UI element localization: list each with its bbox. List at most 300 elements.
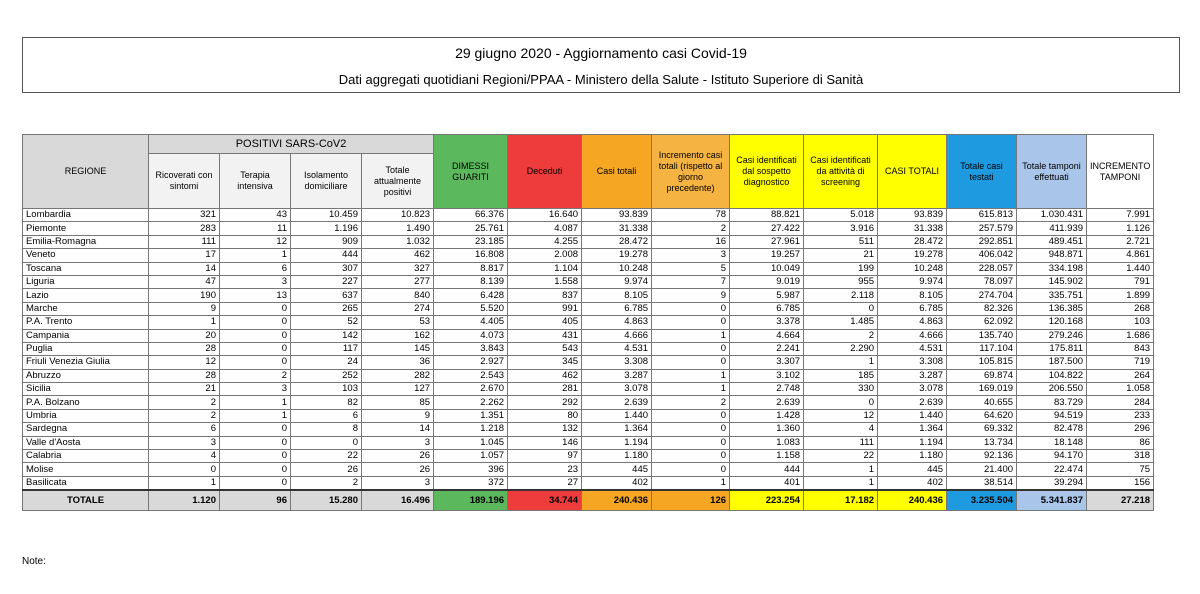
table-cell: 1.490 <box>362 222 434 235</box>
table-cell: 1.440 <box>1087 262 1154 275</box>
col-header-isolamento: Isolamento domiciliare <box>291 154 362 209</box>
col-header-incremento-tamponi: INCREMENTO TAMPONI <box>1087 135 1154 209</box>
table-row <box>23 342 1154 355</box>
table-cell: 4.666 <box>582 329 652 342</box>
table-cell: 5 <box>652 262 730 275</box>
table-cell: 719 <box>1087 356 1154 369</box>
table-cell: 12 <box>149 356 220 369</box>
table-cell: 16.640 <box>508 209 582 222</box>
table-cell: 6 <box>149 423 220 436</box>
col-header-testati: Totale casi testati <box>947 135 1017 209</box>
table-cell: 2.639 <box>582 396 652 409</box>
table-cell: 0 <box>652 423 730 436</box>
table-cell: 7 <box>652 275 730 288</box>
table-cell: 93.839 <box>582 209 652 222</box>
table-cell: 7.991 <box>1087 209 1154 222</box>
table-cell: 402 <box>878 476 947 490</box>
covid-data-table <box>22 134 1154 511</box>
total-cell: 189.196 <box>434 490 508 511</box>
table-row <box>23 463 1154 476</box>
table-cell: 0 <box>652 316 730 329</box>
title-box <box>22 37 1180 93</box>
table-cell: 1 <box>804 463 878 476</box>
table-cell: 2.721 <box>1087 235 1154 248</box>
table-cell: 307 <box>291 262 362 275</box>
table-cell: 10.459 <box>291 209 362 222</box>
table-cell: 843 <box>1087 342 1154 355</box>
table-cell: 292 <box>508 396 582 409</box>
table-cell: 462 <box>508 369 582 382</box>
table-cell: 277 <box>362 275 434 288</box>
table-cell: 20 <box>149 329 220 342</box>
table-cell: 6.785 <box>582 302 652 315</box>
table-cell: 8.105 <box>878 289 947 302</box>
table-row <box>23 476 1154 490</box>
table-cell: 6 <box>291 409 362 422</box>
table-cell: 3 <box>220 275 291 288</box>
table-cell: 127 <box>362 383 434 396</box>
table-cell: 274.704 <box>947 289 1017 302</box>
table-cell: 1 <box>220 249 291 262</box>
table-cell: 10.823 <box>362 209 434 222</box>
table-cell: 543 <box>508 342 582 355</box>
table-cell: 69.874 <box>947 369 1017 382</box>
table-cell: 5.987 <box>730 289 804 302</box>
table-cell: 1.180 <box>878 450 947 463</box>
table-cell: 3.102 <box>730 369 804 382</box>
table-cell: 3.378 <box>730 316 804 329</box>
table-cell: 264 <box>1087 369 1154 382</box>
table-cell: 0 <box>220 356 291 369</box>
table-cell: 47 <box>149 275 220 288</box>
table-cell: 265 <box>291 302 362 315</box>
table-cell: 52 <box>291 316 362 329</box>
table-cell: 2.748 <box>730 383 804 396</box>
table-cell: 94.170 <box>1017 450 1087 463</box>
table-cell: 0 <box>220 450 291 463</box>
table-cell: 4.531 <box>878 342 947 355</box>
table-cell: 62.092 <box>947 316 1017 329</box>
col-header-dimessi: DIMESSI GUARITI <box>434 135 508 209</box>
table-cell: 16 <box>652 235 730 248</box>
table-cell: 39.294 <box>1017 476 1087 490</box>
region-name: Veneto <box>23 249 149 262</box>
table-row <box>23 329 1154 342</box>
table-cell: 4 <box>804 423 878 436</box>
table-cell: 1.485 <box>804 316 878 329</box>
table-cell: 10.049 <box>730 262 804 275</box>
table-row <box>23 235 1154 248</box>
table-cell: 2.008 <box>508 249 582 262</box>
region-name: Friuli Venezia Giulia <box>23 356 149 369</box>
table-cell: 0 <box>220 302 291 315</box>
table-cell: 296 <box>1087 423 1154 436</box>
table-cell: 0 <box>652 436 730 449</box>
table-cell: 111 <box>149 235 220 248</box>
table-cell: 2.670 <box>434 383 508 396</box>
table-cell: 991 <box>508 302 582 315</box>
table-cell: 83.729 <box>1017 396 1087 409</box>
region-name: P.A. Bolzano <box>23 396 149 409</box>
table-cell: 26 <box>362 463 434 476</box>
table-cell: 142 <box>291 329 362 342</box>
table-cell: 445 <box>878 463 947 476</box>
table-cell: 411.939 <box>1017 222 1087 235</box>
table-cell: 511 <box>804 235 878 248</box>
table-cell: 1.899 <box>1087 289 1154 302</box>
total-cell: 240.436 <box>878 490 947 511</box>
table-cell: 135.740 <box>947 329 1017 342</box>
table-cell: 2 <box>149 409 220 422</box>
table-cell: 462 <box>362 249 434 262</box>
table-cell: 206.550 <box>1017 383 1087 396</box>
table-cell: 372 <box>434 476 508 490</box>
region-name: Molise <box>23 463 149 476</box>
table-cell: 0 <box>652 342 730 355</box>
table-cell: 396 <box>434 463 508 476</box>
table-cell: 489.451 <box>1017 235 1087 248</box>
table-cell: 78 <box>652 209 730 222</box>
table-cell: 284 <box>1087 396 1154 409</box>
table-cell: 88.821 <box>730 209 804 222</box>
table-cell: 3.078 <box>582 383 652 396</box>
table-cell: 23 <box>508 463 582 476</box>
table-cell: 82 <box>291 396 362 409</box>
table-cell: 9 <box>652 289 730 302</box>
table-cell: 9 <box>149 302 220 315</box>
table-cell: 31.338 <box>582 222 652 235</box>
table-cell: 111 <box>804 436 878 449</box>
table-cell: 28.472 <box>582 235 652 248</box>
table-row <box>23 209 1154 222</box>
table-cell: 27.961 <box>730 235 804 248</box>
region-name: Liguria <box>23 275 149 288</box>
table-cell: 2.639 <box>730 396 804 409</box>
table-cell: 10.248 <box>582 262 652 275</box>
table-cell: 1.083 <box>730 436 804 449</box>
table-cell: 105.815 <box>947 356 1017 369</box>
region-name: Piemonte <box>23 222 149 235</box>
table-cell: 1.196 <box>291 222 362 235</box>
table-cell: 3 <box>220 383 291 396</box>
table-cell: 1.686 <box>1087 329 1154 342</box>
table-cell: 321 <box>149 209 220 222</box>
region-name: Puglia <box>23 342 149 355</box>
table-cell: 0 <box>220 329 291 342</box>
table-cell: 1.045 <box>434 436 508 449</box>
region-name: Marche <box>23 302 149 315</box>
table-cell: 23.185 <box>434 235 508 248</box>
table-cell: 2.290 <box>804 342 878 355</box>
table-cell: 345 <box>508 356 582 369</box>
table-cell: 283 <box>149 222 220 235</box>
table-cell: 22.474 <box>1017 463 1087 476</box>
table-cell: 4.531 <box>582 342 652 355</box>
table-cell: 9 <box>362 409 434 422</box>
table-cell: 2 <box>220 369 291 382</box>
table-cell: 103 <box>291 383 362 396</box>
table-row <box>23 369 1154 382</box>
table-cell: 145 <box>362 342 434 355</box>
table-cell: 3 <box>149 436 220 449</box>
table-cell: 4 <box>149 450 220 463</box>
table-cell: 86 <box>1087 436 1154 449</box>
table-cell: 2 <box>291 476 362 490</box>
total-cell: 3.235.504 <box>947 490 1017 511</box>
table-cell: 274 <box>362 302 434 315</box>
table-cell: 402 <box>582 476 652 490</box>
total-cell: 15.280 <box>291 490 362 511</box>
table-cell: 279.246 <box>1017 329 1087 342</box>
total-cell: 96 <box>220 490 291 511</box>
table-cell: 169.019 <box>947 383 1017 396</box>
table-cell: 4.073 <box>434 329 508 342</box>
table-cell: 431 <box>508 329 582 342</box>
table-cell: 0 <box>220 342 291 355</box>
col-header-incremento-casi: Incremento casi totali (rispetto al giorno precedente) <box>652 135 730 209</box>
table-cell: 2.543 <box>434 369 508 382</box>
table-cell: 6.785 <box>730 302 804 315</box>
table-cell: 1.104 <box>508 262 582 275</box>
table-row <box>23 275 1154 288</box>
table-cell: 1.351 <box>434 409 508 422</box>
table-cell: 0 <box>652 463 730 476</box>
table-cell: 0 <box>220 316 291 329</box>
table-row <box>23 289 1154 302</box>
table-cell: 335.751 <box>1017 289 1087 302</box>
table-cell: 11 <box>220 222 291 235</box>
total-cell: 34.744 <box>508 490 582 511</box>
table-cell: 1.126 <box>1087 222 1154 235</box>
table-cell: 330 <box>804 383 878 396</box>
table-cell: 4.666 <box>878 329 947 342</box>
table-cell: 1.158 <box>730 450 804 463</box>
region-name: Basilicata <box>23 476 149 490</box>
table-cell: 3.078 <box>878 383 947 396</box>
table-cell: 281 <box>508 383 582 396</box>
total-cell: 16.496 <box>362 490 434 511</box>
table-cell: 401 <box>730 476 804 490</box>
table-cell: 3.308 <box>582 356 652 369</box>
table-cell: 2.118 <box>804 289 878 302</box>
table-row <box>23 396 1154 409</box>
col-header-sospetto: Casi identificati dal sospetto diagnostico <box>730 135 804 209</box>
table-cell: 0 <box>652 302 730 315</box>
table-cell: 0 <box>652 450 730 463</box>
table-cell: 1.194 <box>878 436 947 449</box>
table-cell: 1 <box>652 369 730 382</box>
table-cell: 3.287 <box>582 369 652 382</box>
table-cell: 1.360 <box>730 423 804 436</box>
table-cell: 909 <box>291 235 362 248</box>
table-cell: 117.104 <box>947 342 1017 355</box>
table-cell: 1.364 <box>878 423 947 436</box>
table-cell: 1.364 <box>582 423 652 436</box>
table-cell: 12 <box>220 235 291 248</box>
table-cell: 21 <box>149 383 220 396</box>
table-row <box>23 450 1154 463</box>
table-row <box>23 436 1154 449</box>
col-header-tamponi: Totale tamponi effettuati <box>1017 135 1087 209</box>
table-cell: 0 <box>220 423 291 436</box>
table-cell: 199 <box>804 262 878 275</box>
col-header-terapia: Terapia intensiva <box>220 154 291 209</box>
table-cell: 190 <box>149 289 220 302</box>
table-cell: 840 <box>362 289 434 302</box>
region-name: Campania <box>23 329 149 342</box>
table-cell: 19.278 <box>582 249 652 262</box>
table-cell: 334.198 <box>1017 262 1087 275</box>
table-row <box>23 302 1154 315</box>
table-cell: 1.558 <box>508 275 582 288</box>
table-cell: 4.255 <box>508 235 582 248</box>
table-cell: 120.168 <box>1017 316 1087 329</box>
table-cell: 1 <box>149 316 220 329</box>
table-cell: 80 <box>508 409 582 422</box>
table-cell: 837 <box>508 289 582 302</box>
table-cell: 615.813 <box>947 209 1017 222</box>
table-cell: 227 <box>291 275 362 288</box>
table-cell: 10.248 <box>878 262 947 275</box>
table-cell: 3.843 <box>434 342 508 355</box>
table-cell: 1.180 <box>582 450 652 463</box>
total-cell: 27.218 <box>1087 490 1154 511</box>
table-cell: 292.851 <box>947 235 1017 248</box>
table-cell: 268 <box>1087 302 1154 315</box>
table-cell: 2 <box>149 396 220 409</box>
table-cell: 103 <box>1087 316 1154 329</box>
table-cell: 3.916 <box>804 222 878 235</box>
table-cell: 2 <box>652 396 730 409</box>
table-cell: 187.500 <box>1017 356 1087 369</box>
table-row <box>23 423 1154 436</box>
table-cell: 0 <box>652 409 730 422</box>
table-cell: 4.861 <box>1087 249 1154 262</box>
table-cell: 40.655 <box>947 396 1017 409</box>
table-row <box>23 262 1154 275</box>
table-cell: 0 <box>149 463 220 476</box>
table-cell: 146 <box>508 436 582 449</box>
table-cell: 66.376 <box>434 209 508 222</box>
note-label: Note: <box>22 556 46 567</box>
table-cell: 9.019 <box>730 275 804 288</box>
table-cell: 2.262 <box>434 396 508 409</box>
table-cell: 637 <box>291 289 362 302</box>
region-name: Sicilia <box>23 383 149 396</box>
table-cell: 5.520 <box>434 302 508 315</box>
table-cell: 69.332 <box>947 423 1017 436</box>
total-label: TOTALE <box>23 490 149 511</box>
table-cell: 1.440 <box>878 409 947 422</box>
table-cell: 1.194 <box>582 436 652 449</box>
table-cell: 3.308 <box>878 356 947 369</box>
table-cell: 27.422 <box>730 222 804 235</box>
table-cell: 17 <box>149 249 220 262</box>
table-cell: 1 <box>220 409 291 422</box>
table-cell: 64.620 <box>947 409 1017 422</box>
table-cell: 8.139 <box>434 275 508 288</box>
table-cell: 233 <box>1087 409 1154 422</box>
table-cell: 8.105 <box>582 289 652 302</box>
table-cell: 1.440 <box>582 409 652 422</box>
table-cell: 156 <box>1087 476 1154 490</box>
col-header-attualmente-positivi: Totale attualmente positivi <box>362 154 434 209</box>
table-cell: 38.514 <box>947 476 1017 490</box>
table-cell: 1 <box>804 356 878 369</box>
table-cell: 13 <box>220 289 291 302</box>
table-cell: 19.278 <box>878 249 947 262</box>
table-cell: 78.097 <box>947 275 1017 288</box>
table-cell: 3 <box>652 249 730 262</box>
table-cell: 4.863 <box>582 316 652 329</box>
table-cell: 327 <box>362 262 434 275</box>
table-row <box>23 383 1154 396</box>
table-cell: 1.058 <box>1087 383 1154 396</box>
total-cell: 223.254 <box>730 490 804 511</box>
table-cell: 4.087 <box>508 222 582 235</box>
table-cell: 175.811 <box>1017 342 1087 355</box>
col-header-screening: Casi identificati da attività di screening <box>804 135 878 209</box>
table-cell: 14 <box>362 423 434 436</box>
table-cell: 1 <box>149 476 220 490</box>
table-cell: 25.761 <box>434 222 508 235</box>
table-cell: 136.385 <box>1017 302 1087 315</box>
table-cell: 19.257 <box>730 249 804 262</box>
table-cell: 185 <box>804 369 878 382</box>
table-cell: 2 <box>652 222 730 235</box>
region-name: Toscana <box>23 262 149 275</box>
table-cell: 0 <box>220 436 291 449</box>
table-cell: 82.478 <box>1017 423 1087 436</box>
table-cell: 0 <box>652 356 730 369</box>
table-cell: 93.839 <box>878 209 947 222</box>
table-cell: 444 <box>291 249 362 262</box>
table-cell: 1.057 <box>434 450 508 463</box>
total-cell: 17.182 <box>804 490 878 511</box>
total-row <box>23 490 1154 511</box>
table-cell: 252 <box>291 369 362 382</box>
region-name: Lazio <box>23 289 149 302</box>
table-cell: 16.808 <box>434 249 508 262</box>
table-cell: 9.974 <box>582 275 652 288</box>
table-cell: 1.032 <box>362 235 434 248</box>
table-cell: 53 <box>362 316 434 329</box>
table-cell: 955 <box>804 275 878 288</box>
region-name: Umbria <box>23 409 149 422</box>
table-cell: 82.326 <box>947 302 1017 315</box>
table-cell: 22 <box>804 450 878 463</box>
total-cell: 126 <box>652 490 730 511</box>
table-cell: 31.338 <box>878 222 947 235</box>
total-cell: 1.120 <box>149 490 220 511</box>
table-cell: 26 <box>362 450 434 463</box>
region-name: Lombardia <box>23 209 149 222</box>
table-cell: 28 <box>149 342 220 355</box>
page-title: 29 giugno 2020 - Aggiornamento casi Covid-19 <box>455 45 747 61</box>
col-header-regione: REGIONE <box>23 135 149 209</box>
table-cell: 43 <box>220 209 291 222</box>
total-cell: 5.341.837 <box>1017 490 1087 511</box>
table-cell: 228.057 <box>947 262 1017 275</box>
table-row <box>23 316 1154 329</box>
table-cell: 405 <box>508 316 582 329</box>
table-cell: 13.734 <box>947 436 1017 449</box>
table-cell: 85 <box>362 396 434 409</box>
table-cell: 132 <box>508 423 582 436</box>
table-cell: 282 <box>362 369 434 382</box>
table-cell: 0 <box>291 436 362 449</box>
region-name: Sardegna <box>23 423 149 436</box>
